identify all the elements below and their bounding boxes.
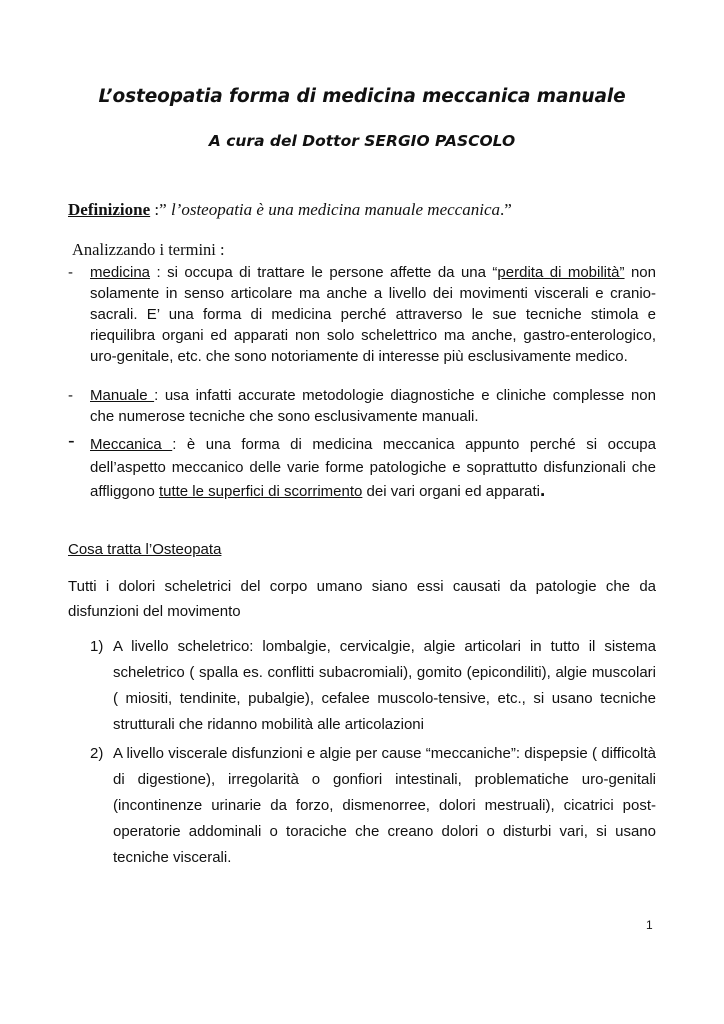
term-label: medicina xyxy=(90,264,151,281)
list-item-viscerale xyxy=(90,741,656,871)
list-item-scheletrico xyxy=(90,634,656,738)
list-number: 1) xyxy=(90,638,104,655)
section-intro: Tutti i dolori scheletrici del corpo umano siano essi causati da patologie che da disfunzioni del movimento xyxy=(68,578,656,620)
term-text-part: dei vari organi ed apparati xyxy=(362,483,540,500)
term-end-period: . xyxy=(540,480,546,501)
term-label: Manuale xyxy=(90,387,155,404)
term-text-part: : si occupa di trattare le persone affette da una “ xyxy=(150,264,498,281)
term-text xyxy=(90,262,656,367)
term-item-meccanica xyxy=(68,430,656,503)
analysis-intro: Analizzando i termini : xyxy=(72,240,225,259)
term-text-part: non solamente in senso articolare ma anche a livello dei movimenti viscerali e cranio-sacrali. E’ una forma di medicina perché attraverso le sue tecniche stimola e riequilibra organi ed apparati non solo schelettrico ma anche, gastro-enterologico, uro-genitale, etc. che sono notoriamente di interesse più esclusivamente medico. xyxy=(90,264,656,365)
section-heading: Cosa tratta l’Osteopata xyxy=(68,541,222,558)
definition-separator: :” xyxy=(150,200,171,219)
term-item-manuale xyxy=(68,385,656,427)
underlined-phrase: perdita di mobilità” xyxy=(497,264,625,281)
definition-label: Definizione xyxy=(68,200,151,219)
bullet-dash: - xyxy=(68,430,75,452)
bullet-dash: - xyxy=(68,387,73,404)
document-title: L’osteopatia forma di medicina meccanica manuale xyxy=(98,86,626,107)
definition-quote: l’osteopatia è una medicina manuale meccanica xyxy=(170,200,500,219)
term-text xyxy=(90,385,656,427)
list-number: 2) xyxy=(90,745,104,762)
definition-end: .” xyxy=(500,200,512,219)
term-label: Meccanica xyxy=(90,436,173,453)
page-number: 1 xyxy=(646,918,653,932)
term-text xyxy=(90,433,656,503)
list-item-text: A livello scheletrico: lombalgie, cervicalgie, algie articolari in tutto il sistema scheletrico ( spalla es. conflitti subacromiali), gomito (epicondiliti), algie muscolari ( miositi, tendinite, pubalgie), cefalee muscolo-tensive, etc., si usano tecniche strutturali che ridanno mobilità alle articolazioni xyxy=(113,638,656,733)
underlined-phrase: tutte le superfici di scorrimento xyxy=(158,483,363,500)
document-author: A cura del Dottor SERGIO PASCOLO xyxy=(208,132,516,150)
definition-line xyxy=(68,200,512,220)
term-text-part: : usa infatti accurate metodologie diagnostiche e cliniche complesse non che numerose tecniche che sono esclusivamente manuali. xyxy=(90,387,656,425)
list-item-text: A livello viscerale disfunzioni e algie per cause “meccaniche”: dispepsie ( difficoltà di digestione), irregolarità o gonfiori intestinali, problematiche uro-genitali (incontinenze urinarie da forzo, dismenorree, dolori mestruali), cicatrici post-operatorie addominali o toraciche che creano dolori o disturbi vari, si usano tecniche viscerali. xyxy=(113,745,656,866)
term-item-medicina xyxy=(68,262,656,367)
bullet-dash: - xyxy=(68,264,73,281)
term-text-part: : è una forma di medicina meccanica appunto perché si occupa dell’aspetto meccanico delle varie forme patologiche e soprattutto disfunzionali che affliggono xyxy=(90,436,656,500)
